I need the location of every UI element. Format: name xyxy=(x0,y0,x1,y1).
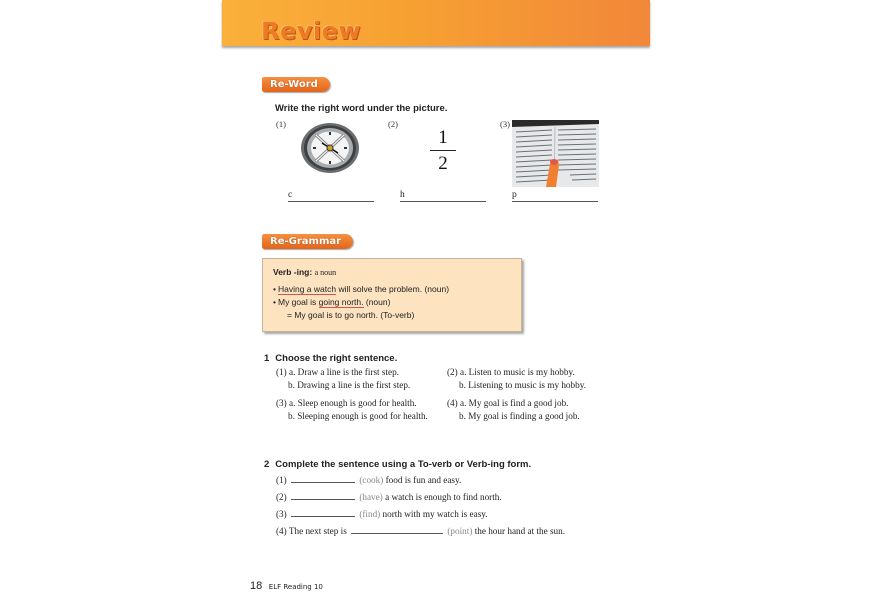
grammar-rule-sub: a noun xyxy=(314,268,337,277)
exercise-2-item-3: (3) (find) north with my watch is easy. xyxy=(276,509,488,519)
exercise-2-item-2: (2) (have) a watch is enough to find north. xyxy=(276,492,502,502)
header-band xyxy=(222,0,650,46)
picture-number-1: (1) xyxy=(276,119,286,129)
answer-line-3[interactable] xyxy=(512,190,598,202)
answer-line-1[interactable] xyxy=(288,190,374,202)
fraction-numerator: 1 xyxy=(438,127,448,148)
fill-blank-1[interactable] xyxy=(291,474,355,483)
grammar-box-title xyxy=(273,267,511,277)
picture-number-2: (2) xyxy=(388,119,398,129)
one-half-fraction-picture xyxy=(430,128,456,174)
underlined-phrase: Having a watch xyxy=(277,284,337,294)
fill-blank-2[interactable] xyxy=(291,491,355,500)
exercise-1-title: 1 Choose the right sentence. xyxy=(264,353,398,364)
answer-line-2[interactable] xyxy=(400,190,486,202)
fill-blank-3[interactable] xyxy=(291,508,355,517)
exercise-1-item-3b[interactable]: b. Sleeping enough is good for health. xyxy=(288,411,428,421)
section-tab-re-word: Re-Word xyxy=(262,77,330,92)
book-title: ELF Reading 10 xyxy=(268,583,323,591)
answer-hint-3: p xyxy=(512,190,517,200)
exercise-1-item-4b[interactable]: b. My goal is finding a good job. xyxy=(459,411,580,421)
dictionary-page-picture xyxy=(512,120,599,187)
page-title: Review xyxy=(261,17,362,45)
page-number: 18 xyxy=(250,580,263,592)
workbook-page xyxy=(222,0,650,612)
grammar-box xyxy=(262,258,522,332)
exercise-1-item-4a[interactable]: (4) a. My goal is find a good job. xyxy=(447,398,569,408)
fraction-bar xyxy=(430,150,456,151)
answer-hint-1: c xyxy=(288,190,293,200)
section-tab-re-grammar: Re-Grammar xyxy=(262,234,353,249)
fill-blank-4[interactable] xyxy=(351,525,443,534)
exercise-2-item-4: (4) The next step is (point) the hour hand at the sun. xyxy=(276,526,566,536)
page-footer xyxy=(250,580,323,592)
grammar-example-2: • My goal is going north. (noun) xyxy=(273,297,391,307)
underlined-phrase: going north. xyxy=(318,297,364,307)
exercise-1-item-2a[interactable]: (2) a. Listen to music is my hobby. xyxy=(447,367,575,377)
picture-number-3: (3) xyxy=(500,119,510,129)
exercise-1-item-2b[interactable]: b. Listening to music is my hobby. xyxy=(459,380,587,390)
exercise-1-item-3a[interactable]: (3) a. Sleep enough is good for health. xyxy=(276,398,417,408)
grammar-rule-label: Verb -ing: xyxy=(273,267,313,277)
compass-picture xyxy=(300,122,360,174)
exercise-1-item-1b[interactable]: b. Drawing a line is the first step. xyxy=(288,380,411,390)
grammar-example-equivalent: = My goal is to go north. (To-verb) xyxy=(287,310,415,320)
exercise-2-item-1: (1) (cook) food is fun and easy. xyxy=(276,475,462,485)
grammar-example-1: • Having a watch will solve the problem. (noun) xyxy=(273,284,450,294)
fraction-denominator: 2 xyxy=(438,153,448,174)
exercise-1-item-1a[interactable]: (1) a. Draw a line is the first step. xyxy=(276,367,399,377)
exercise-2-title: 2 Complete the sentence using a To-verb or Verb-ing form. xyxy=(264,459,532,470)
re-word-instruction: Write the right word under the picture. xyxy=(275,103,448,114)
answer-hint-2: h xyxy=(400,190,405,200)
